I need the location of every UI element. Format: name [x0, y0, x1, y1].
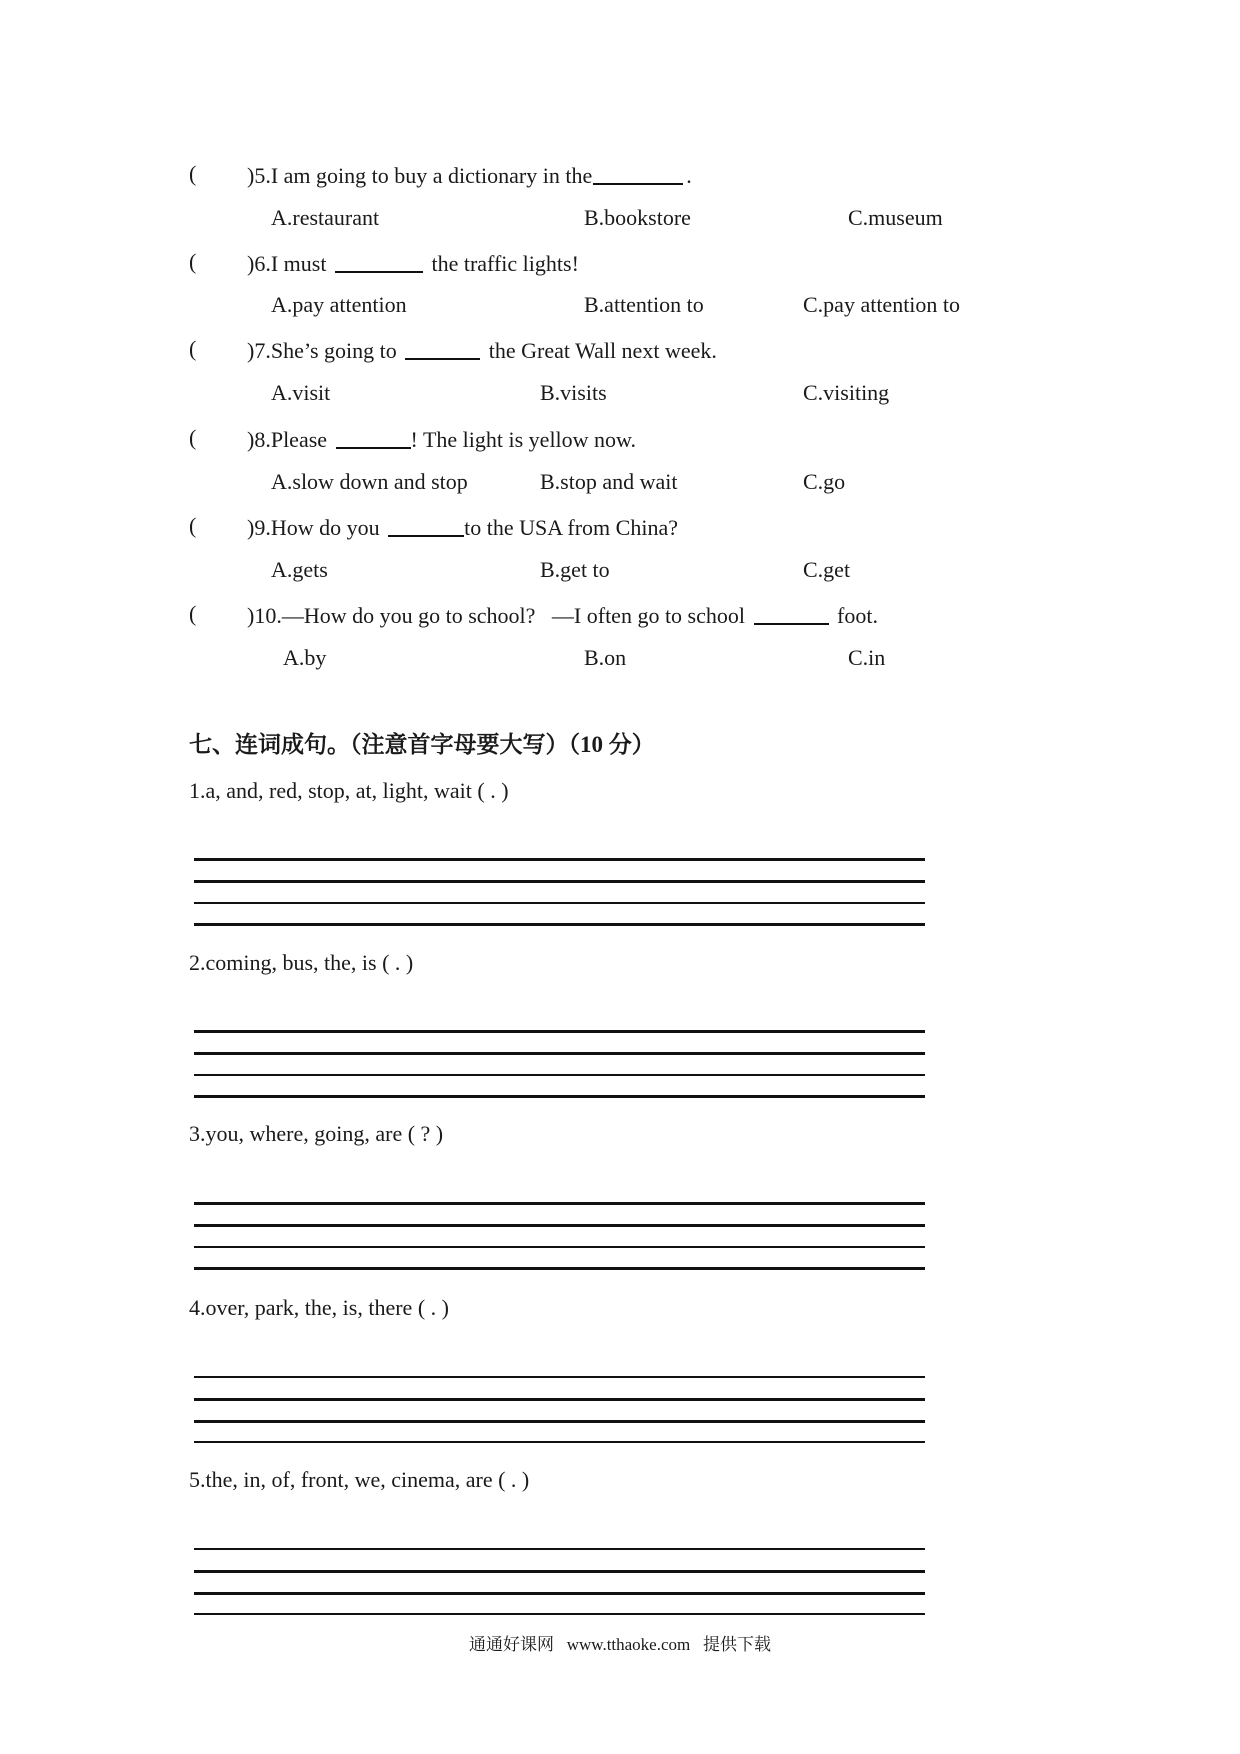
writing-line [194, 1376, 925, 1378]
writing-line [194, 923, 925, 926]
question-stem-before: 9.How do you [254, 515, 386, 540]
writing-line [194, 1224, 925, 1227]
option-b: B.visits [540, 380, 607, 405]
word-order-item-5: 5.the, in, of, front, we, cinema, are ( . ) [189, 1467, 530, 1492]
option-a: A.by [283, 645, 327, 670]
question-10 [0, 601, 1240, 627]
writing-line [194, 1267, 925, 1270]
question-8 [0, 425, 1240, 451]
option-c: C.in [848, 645, 886, 670]
writing-line [194, 1202, 925, 1205]
answer-bracket-close: ) [247, 251, 255, 276]
writing-line [194, 1613, 925, 1615]
option-b: B.stop and wait [540, 469, 678, 494]
option-a: A.slow down and stop [271, 469, 468, 494]
question-stem-after: the traffic lights! [425, 251, 579, 276]
writing-line [194, 1592, 925, 1595]
options-5 [0, 205, 1240, 231]
page-footer: 通通好课网 www.tthaoke.com 提供下载 [468, 1635, 772, 1654]
options-6 [0, 292, 1240, 318]
answer-bracket-open: ( [189, 336, 197, 361]
answer-bracket-close: ) [247, 427, 255, 452]
question-6 [0, 249, 1240, 275]
options-8 [0, 469, 1240, 495]
option-b: B.bookstore [584, 205, 691, 230]
question-text [247, 161, 692, 189]
word-order-item-2: 2.coming, bus, the, is ( . ) [189, 950, 414, 975]
question-stem-after: foot. [831, 603, 878, 628]
options-9 [0, 557, 1240, 583]
option-c: C.museum [848, 205, 943, 230]
answer-bracket-open: ( [189, 601, 197, 626]
writing-line [194, 858, 925, 861]
answer-bracket-open: ( [189, 161, 197, 186]
word-order-item-3: 3.you, where, going, are ( ? ) [189, 1121, 444, 1146]
writing-line [194, 902, 925, 904]
writing-line [194, 1398, 925, 1401]
answer-bracket-open: ( [189, 249, 197, 274]
question-7 [0, 336, 1240, 362]
question-stem-before: 7.She’s going to [254, 338, 403, 363]
question-stem-before: 5.I am going to buy a dictionary in the [254, 163, 593, 188]
option-a: A.restaurant [271, 205, 380, 230]
writing-line [194, 1095, 925, 1098]
answer-bracket-close: ) [247, 163, 255, 188]
writing-line [194, 1074, 925, 1076]
option-c: C.get [803, 557, 851, 582]
answer-bracket-close: ) [247, 603, 255, 628]
question-stem-after: . [686, 163, 692, 188]
answer-bracket-close: ) [247, 338, 255, 363]
writing-line [194, 1420, 925, 1423]
option-a: A.gets [271, 557, 328, 582]
word-order-item-1: 1.a, and, red, stop, at, light, wait ( . ) [189, 778, 509, 803]
question-stem-before: 8.Please [254, 427, 333, 452]
option-c: C.pay attention to [803, 292, 961, 317]
word-order-item-4: 4.over, park, the, is, there ( . ) [189, 1295, 449, 1320]
answer-blank [593, 163, 683, 185]
question-stem-after: to the USA from China? [464, 515, 678, 540]
question-text [247, 249, 579, 277]
answer-blank [335, 251, 423, 273]
writing-line [194, 1548, 925, 1550]
answer-blank [388, 515, 464, 537]
writing-line [194, 1441, 925, 1443]
writing-line [194, 1246, 925, 1248]
section-title: 七、连词成句。（注意首字母要大写）（10 分） [189, 732, 655, 757]
writing-line [194, 1570, 925, 1573]
answer-blank [754, 603, 829, 625]
question-stem-before: 6.I must [254, 251, 332, 276]
answer-blank [336, 427, 411, 449]
option-c: C.visiting [803, 380, 890, 405]
option-a: A.pay attention [271, 292, 407, 317]
question-9 [0, 513, 1240, 539]
option-b: B.attention to [584, 292, 704, 317]
option-b: B.on [584, 645, 627, 670]
question-5 [0, 161, 1240, 187]
question-stem-before: 10.—How do you go to school? —I often go to school [254, 603, 751, 628]
question-text [247, 425, 636, 453]
option-a: A.visit [271, 380, 331, 405]
options-7 [0, 380, 1240, 406]
question-text [247, 513, 678, 541]
option-c: C.go [803, 469, 846, 494]
options-10 [0, 645, 1240, 671]
answer-bracket-close: ) [247, 515, 255, 540]
question-stem-after: ! The light is yellow now. [410, 427, 637, 452]
writing-line [194, 1030, 925, 1033]
answer-blank [405, 338, 480, 360]
question-text [247, 336, 717, 364]
writing-line [194, 1052, 925, 1055]
answer-bracket-open: ( [189, 513, 197, 538]
answer-bracket-open: ( [189, 425, 197, 450]
question-text [247, 601, 878, 629]
option-b: B.get to [540, 557, 610, 582]
question-stem-after: the Great Wall next week. [483, 338, 717, 363]
writing-line [194, 880, 925, 883]
